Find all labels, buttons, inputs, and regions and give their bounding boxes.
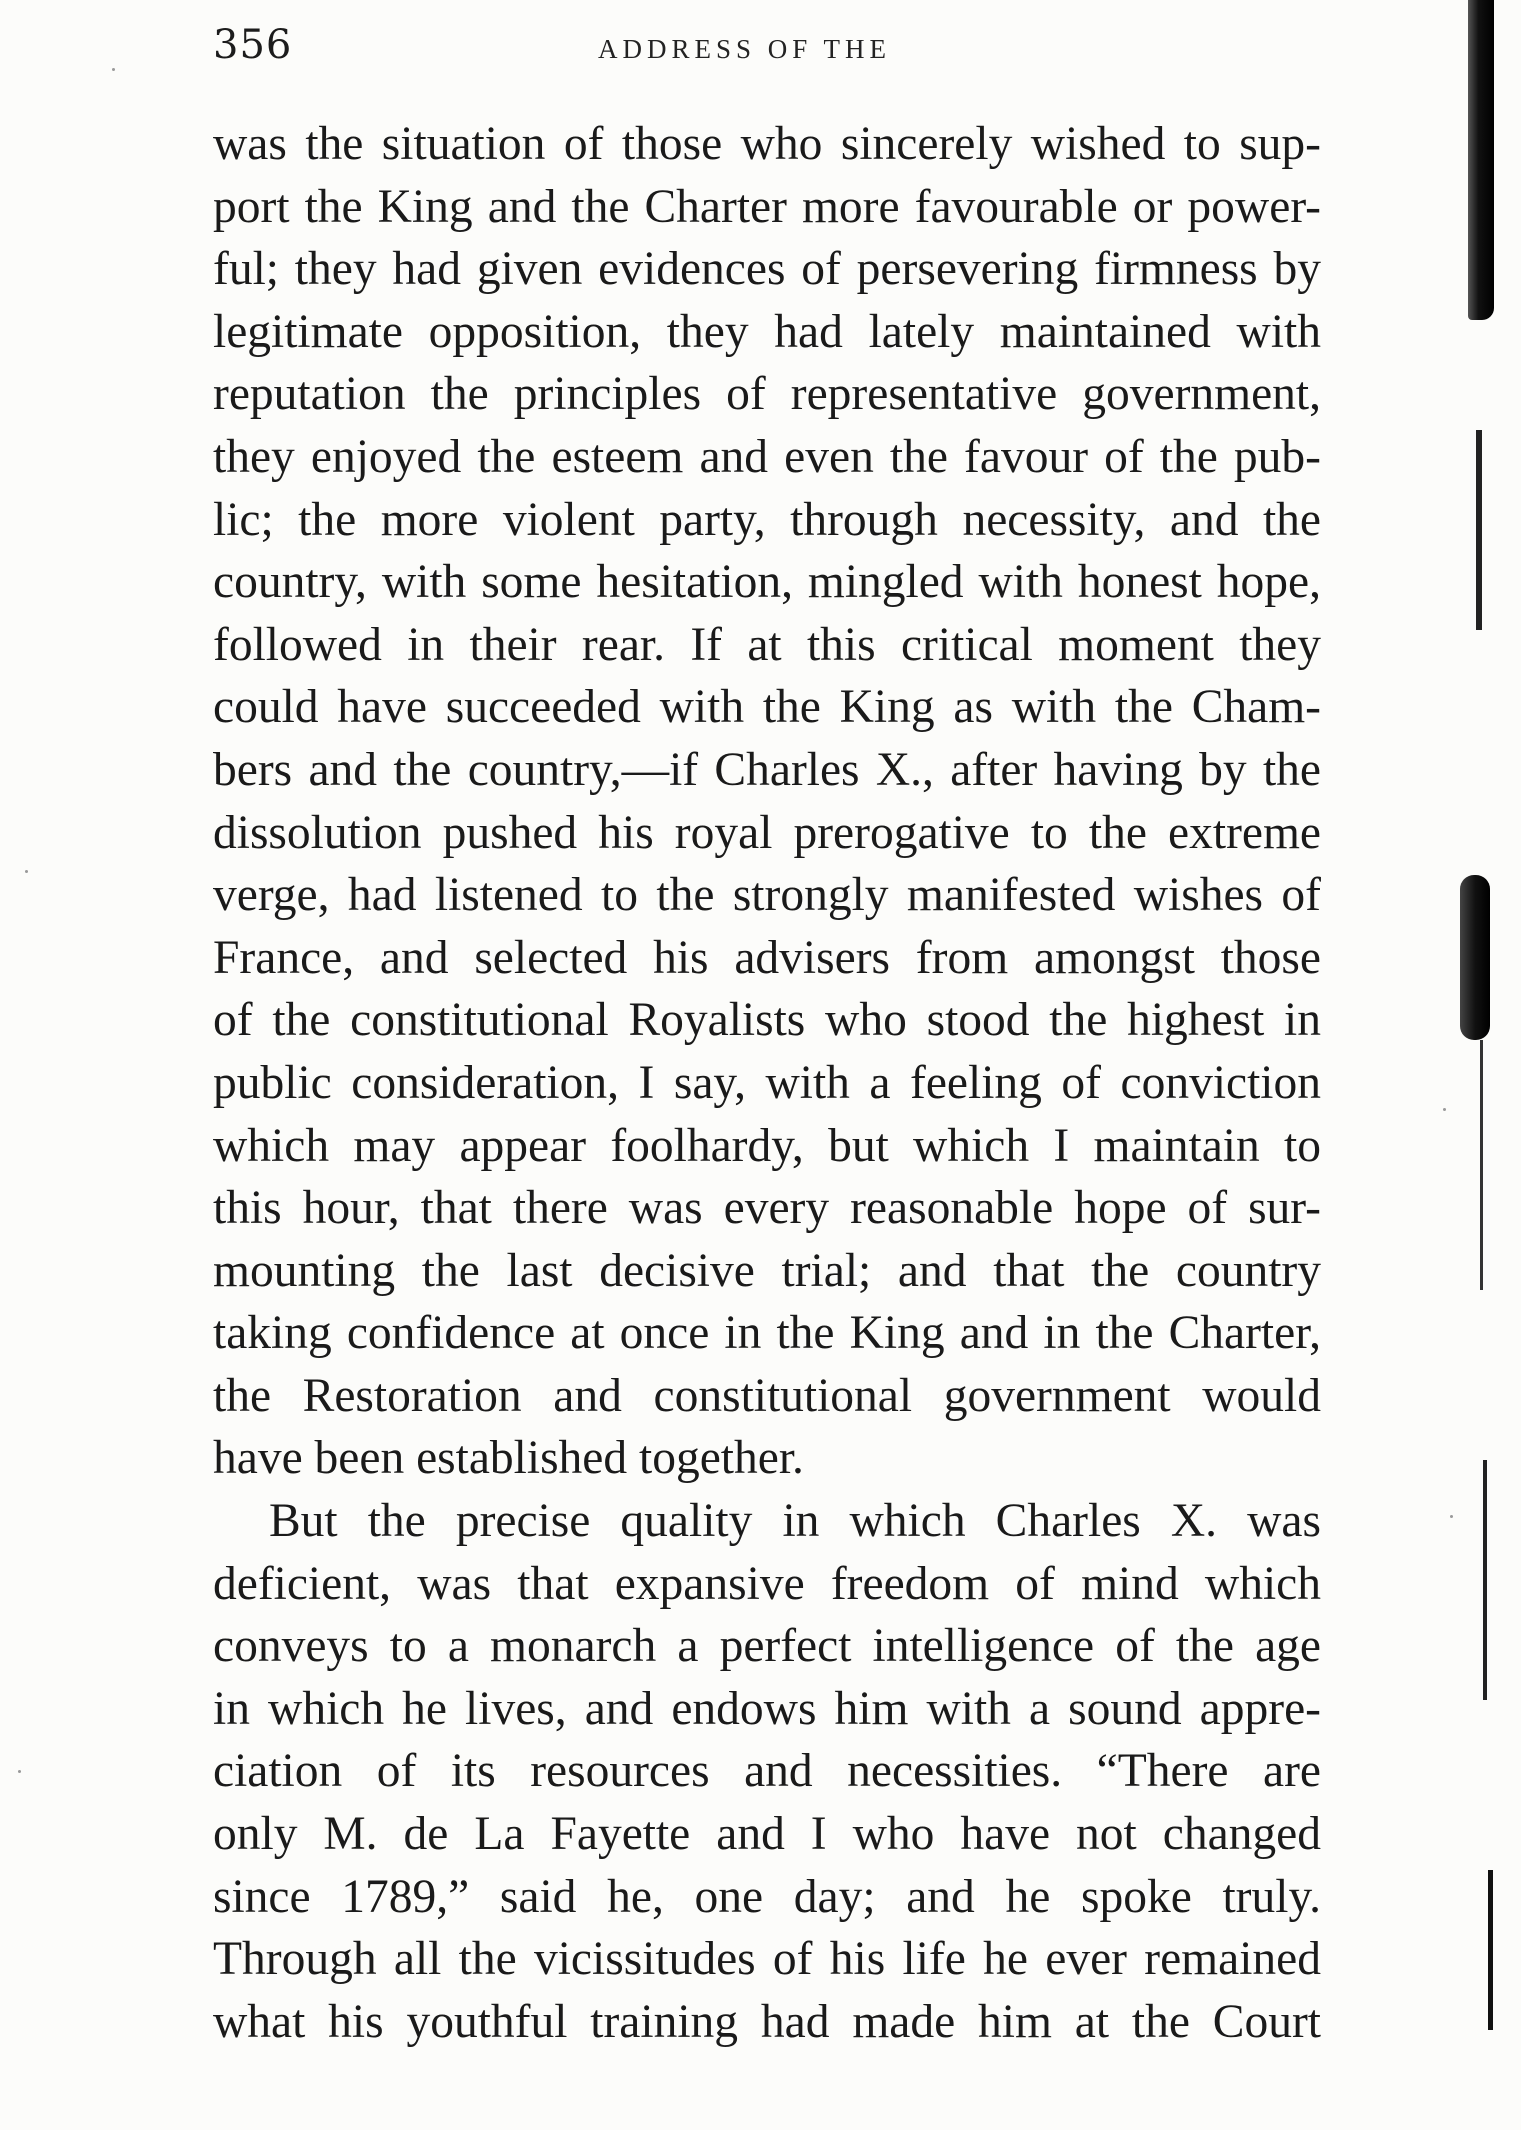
text-line: was the situation of those who sincerely wished to sup- bbox=[213, 118, 1321, 170]
text-line: public consideration, I say, with a feeling of conviction bbox=[213, 1056, 1321, 1109]
text-line: in which he lives, and endows him with a sound appre- bbox=[213, 1682, 1321, 1735]
running-head bbox=[213, 22, 1323, 82]
text-line: verge, had listened to the strongly manifested wishes of bbox=[213, 869, 1321, 922]
page-number: 356 bbox=[213, 22, 293, 68]
text-line: port the King and the Charter more favourable or power- bbox=[213, 180, 1321, 233]
paper-speck bbox=[1443, 1108, 1446, 1111]
paper-speck bbox=[25, 870, 28, 873]
text-line: they enjoyed the esteem and even the favour of the pub- bbox=[213, 430, 1321, 483]
text-line: But the precise quality in which Charles X. was bbox=[269, 1495, 1321, 1548]
text-line: which may appear foolhardy, but which I maintain to bbox=[213, 1119, 1321, 1172]
text-line: have been established together. bbox=[213, 1432, 804, 1485]
scan-edge-shadow bbox=[1468, 0, 1494, 320]
text-line: France, and selected his advisers from amongst those bbox=[213, 931, 1321, 984]
paper-speck bbox=[112, 68, 115, 71]
scan-edge-shadow bbox=[1476, 430, 1482, 630]
text-line: could have succeeded with the King as with the Cham- bbox=[213, 681, 1321, 734]
text-line: followed in their rear. If at this critical moment they bbox=[213, 618, 1321, 671]
text-line: conveys to a monarch a perfect intelligence of the age bbox=[213, 1620, 1321, 1673]
text-line: dissolution pushed his royal prerogative to the extreme bbox=[213, 806, 1321, 859]
scan-edge-shadow bbox=[1480, 1040, 1483, 1290]
paragraph bbox=[213, 113, 1321, 1490]
text-line: deficient, was that expansive freedom of mind which bbox=[213, 1557, 1321, 1610]
text-line: Through all the vicissitudes of his life he ever remained bbox=[213, 1933, 1321, 1986]
text-line: country, with some hesitation, mingled with honest hope, bbox=[213, 556, 1321, 609]
text-line: only M. de La Fayette and I who have not changed bbox=[213, 1808, 1321, 1861]
paper-speck bbox=[1450, 1515, 1453, 1518]
text-line: bers and the country,—if Charles X., after having by the bbox=[213, 743, 1321, 796]
text-line: of the constitutional Royalists who stood the highest in bbox=[213, 994, 1321, 1047]
text-line: since 1789,” said he, one day; and he spoke truly. bbox=[213, 1870, 1321, 1923]
text-line: what his youthful training had made him at the Court bbox=[213, 1995, 1321, 2048]
text-line: taking confidence at once in the King and in the Charter, bbox=[213, 1307, 1321, 1360]
paragraph bbox=[213, 1490, 1321, 2053]
text-line: ful; they had given evidences of persevering firmness by bbox=[213, 243, 1321, 296]
running-title: ADDRESS OF THE bbox=[598, 34, 892, 64]
text-line: legitimate opposition, they had lately maintained with bbox=[213, 305, 1321, 358]
scan-edge-shadow bbox=[1483, 1460, 1487, 1700]
text-line: reputation the principles of representative government, bbox=[213, 368, 1321, 421]
text-line: the Restoration and constitutional government would bbox=[213, 1369, 1321, 1422]
text-line: this hour, that there was every reasonable hope of sur- bbox=[213, 1182, 1321, 1235]
body-text bbox=[213, 113, 1321, 2053]
text-line: mounting the last decisive trial; and that the country bbox=[213, 1244, 1321, 1297]
text-line: lic; the more violent party, through necessity, and the bbox=[213, 493, 1321, 546]
scan-edge-shadow bbox=[1460, 875, 1490, 1040]
scan-edge-shadow bbox=[1488, 1870, 1493, 2030]
paper-speck bbox=[18, 1770, 21, 1773]
text-line: ciation of its resources and necessities. “There are bbox=[213, 1745, 1321, 1798]
